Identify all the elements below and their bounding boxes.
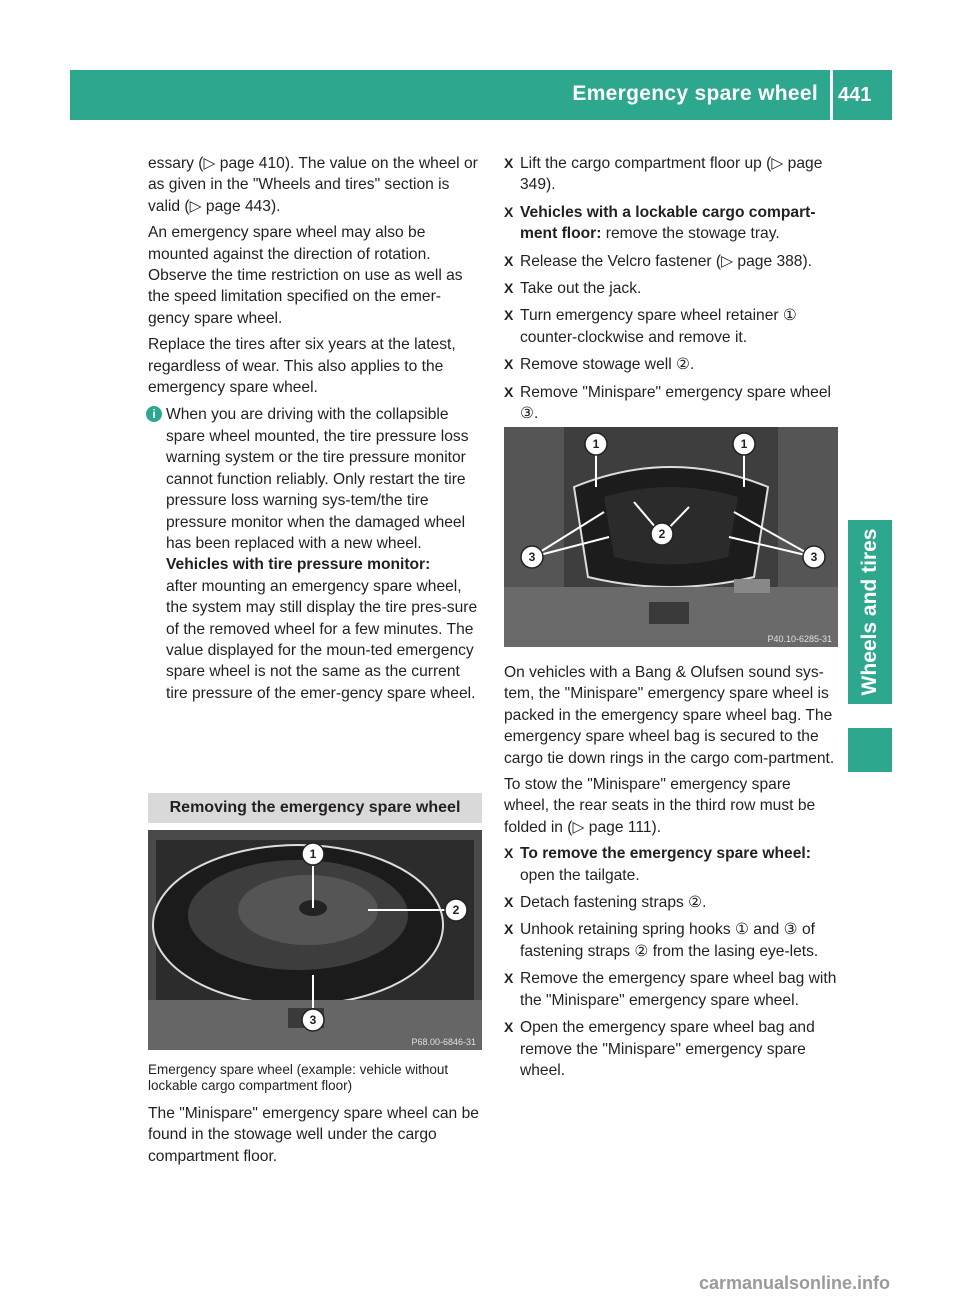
- right-column: [504, 153, 838, 430]
- step-marker: X: [504, 921, 514, 938]
- page-title: Emergency spare wheel: [572, 82, 818, 105]
- paragraph: To stow the "Minispare" emergency spare wheel, the rear seats in the third row must be folded in (▷ page 111).: [504, 776, 816, 836]
- callout-2-label: 2: [658, 527, 666, 541]
- step-item: X Take out the jack.: [504, 278, 838, 299]
- chapter-marker: [848, 728, 892, 772]
- spare-wheel-bag-illustration: [504, 427, 838, 647]
- step-marker: X: [504, 252, 514, 269]
- step-marker: X: [504, 203, 514, 220]
- info-subheading: Vehicles with tire pressure monitor:: [166, 556, 431, 574]
- paragraph: The "Minispare" emergency spare wheel can be found in the stowage well under the cargo compartment floor.: [148, 1105, 479, 1165]
- step-marker: X: [504, 845, 514, 862]
- step-item: X Remove the emergency spare wheel bag with the "Minispare" emergency spare wheel.: [504, 970, 837, 1009]
- step-marker: X: [504, 970, 514, 987]
- paragraph: essary (▷ page 410). The value on the wheel or as given in the "Wheels and tires" section is valid (▷ page 443).: [148, 155, 478, 215]
- step-marker: X: [504, 280, 514, 297]
- callout-3-label: 3: [309, 1013, 317, 1027]
- callout-2-label: 2: [452, 903, 460, 917]
- step-item: X Remove "Minispare" emergency spare wheel ③.: [504, 383, 831, 423]
- info-text: after mounting an emergency spare wheel, the system may still display the tire pres-sure of the removed wheel for a few minutes. The value displayed for the moun-ted emergency spare wheel is not the same as the current tire pressure of the emer-gency spare wheel.: [166, 577, 478, 702]
- spare-wheel-illustration: [148, 830, 482, 1050]
- step-item: X Turn emergency spare wheel retainer ① counter-clockwise and remove it.: [504, 307, 797, 346]
- step-item: X Remove stowage well ②.: [504, 354, 838, 375]
- step-item: X Detach fastening straps ②.: [504, 892, 838, 913]
- section-heading: Removing the emergency spare wheel: [148, 793, 482, 823]
- callout-3-label: 3: [528, 550, 536, 564]
- paragraph: An emergency spare wheel may also be mounted against the direction of rotation. Observe the time restriction on use as well as the speed limitation specified on the emer-gency spare wheel.: [148, 224, 463, 327]
- spare-wheel-bag-figure: [504, 427, 838, 647]
- figure-id: P40.10-6285-31: [767, 634, 832, 644]
- step-item: X Release the Velcro fastener (▷ page 388).: [504, 251, 838, 272]
- step-item: X Lift the cargo compartment floor up (▷ page 349).: [504, 155, 823, 194]
- callout-3-label: 3: [810, 550, 818, 564]
- step-marker: X: [504, 155, 514, 171]
- callout-1-label: 1: [740, 437, 748, 451]
- paragraph: On vehicles with a Bang & Olufsen sound sys-tem, the "Minispare" emergency spare wheel is packed in the emergency spare wheel bag. The emergency spare wheel bag is secured to the cargo tie down rings in the cargo com-partment.: [504, 664, 835, 767]
- step-marker: X: [504, 356, 514, 373]
- figure-id: P68.00-6846-31: [411, 1037, 476, 1047]
- step-marker: X: [504, 1019, 514, 1036]
- step-item: X Vehicles with a lockable cargo compart-ment floor: remove the stowage tray.: [504, 203, 816, 243]
- step-item: X Open the emergency spare wheel bag and remove the "Minispare" emergency spare wheel.: [504, 1019, 815, 1079]
- chapter-tab: [848, 520, 892, 704]
- info-icon: i: [146, 406, 162, 422]
- watermark-footer: carmanualsonline.info: [698, 1273, 890, 1293]
- callout-1-label: 1: [309, 847, 317, 861]
- left-column: [148, 153, 482, 704]
- step-item: X To remove the emergency spare wheel: open the tailgate.: [504, 845, 811, 884]
- figure-caption: Emergency spare wheel (example: vehicle without lockable cargo compartment floor): [148, 1062, 449, 1093]
- info-note: [148, 404, 482, 704]
- spare-wheel-figure: [148, 830, 482, 1050]
- page-number: 441: [838, 84, 872, 106]
- paragraph: Replace the tires after six years at the latest, regardless of wear. This also applies to the emergency spare wheel.: [148, 336, 456, 397]
- callout-1-label: 1: [592, 437, 600, 451]
- step-marker: X: [504, 307, 514, 324]
- step-marker: X: [504, 383, 514, 400]
- step-item: X Unhook retaining spring hooks ① and ③ of fastening straps ② from the lasing eye-lets.: [504, 921, 819, 960]
- step-marker: X: [504, 894, 514, 911]
- info-text: When you are driving with the collapsible spare wheel mounted, the tire pressure loss warning system or the tire pressure monitor cannot function reliably. Only restart the tire pressure loss warning sys-tem/the tire pressure monitor when the damaged wheel has been replaced with a new wheel.: [166, 406, 469, 552]
- right-column-lower: [504, 662, 838, 1087]
- chapter-tab-label: Wheels and tires: [858, 528, 881, 696]
